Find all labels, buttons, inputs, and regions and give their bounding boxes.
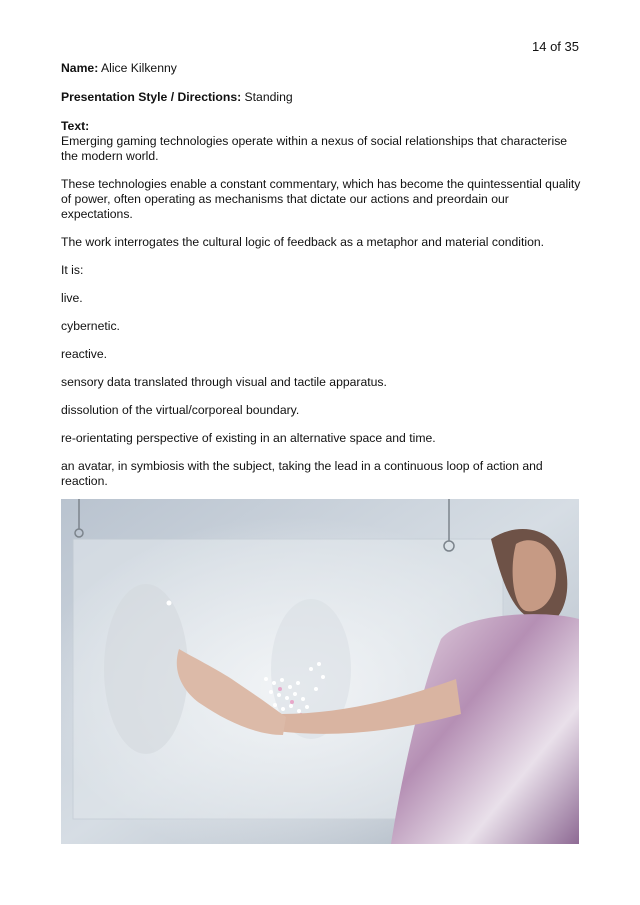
- paragraph: It is:: [61, 263, 84, 277]
- text-section: [61, 119, 581, 489]
- paragraph: These technologies enable a constant commentary, which has become the quintessential quality of power, often operating as mechanisms that dictate our actions and preordain our expectations.: [61, 177, 581, 221]
- name-field: [61, 61, 581, 76]
- paragraph: The work interrogates the cultural logic of feedback as a metaphor and material condition.: [61, 235, 545, 249]
- name-label: Name:: [61, 61, 99, 75]
- paragraph: reactive.: [61, 347, 108, 361]
- paragraph: live.: [61, 291, 83, 305]
- presentation-style-value: Standing: [244, 90, 293, 104]
- paragraph: re-orientating perspective of existing in an alternative space and time.: [61, 431, 436, 445]
- text-label: Text:: [61, 119, 90, 133]
- presentation-style-label: Presentation Style / Directions:: [61, 90, 242, 104]
- paragraph: cybernetic.: [61, 319, 120, 333]
- paragraph: Emerging gaming technologies operate within a nexus of social relationships that characterise the modern world.: [61, 134, 568, 163]
- photo-illustration: [61, 499, 579, 844]
- name-value: Alice Kilkenny: [100, 61, 177, 75]
- paragraph: dissolution of the virtual/corporeal boundary.: [61, 403, 300, 417]
- paragraph: sensory data translated through visual and tactile apparatus.: [61, 375, 387, 389]
- document-body: [61, 61, 581, 502]
- presentation-style-field: [61, 90, 581, 105]
- paragraph: an avatar, in symbiosis with the subject, taking the lead in a continuous loop of action and reaction.: [61, 459, 543, 488]
- text-paragraphs: [61, 134, 581, 489]
- page-number: 14 of 35: [532, 39, 579, 54]
- installation-photo: [61, 499, 579, 844]
